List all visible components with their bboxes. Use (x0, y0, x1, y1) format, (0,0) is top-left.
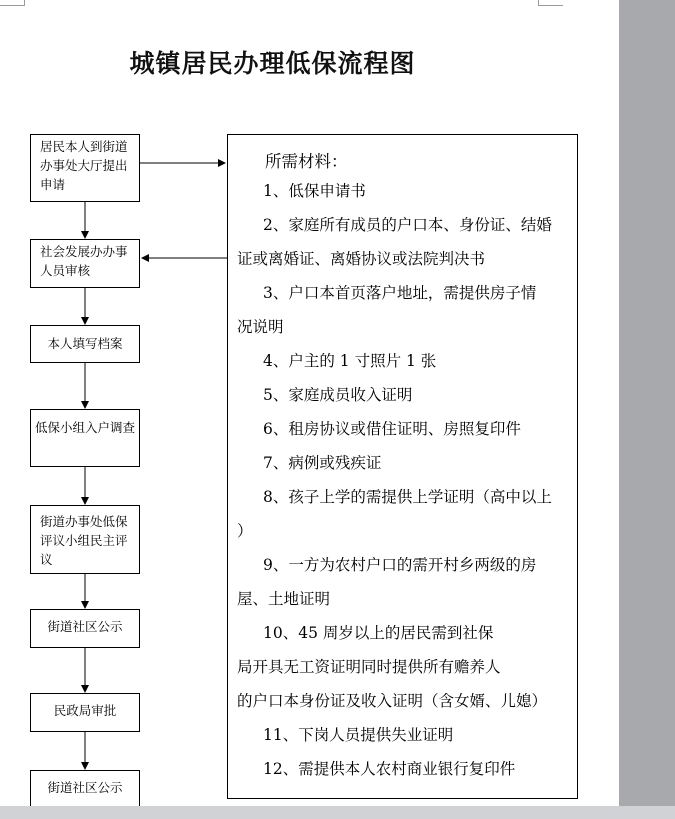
flow-step-text: 社会发展办办事人员审核 (40, 244, 128, 278)
materials-box (227, 134, 578, 799)
material-item: 1、低保申请书 (263, 182, 366, 200)
material-item-continuation: ） (237, 522, 253, 540)
flow-step-text: 民政局审批 (53, 703, 117, 718)
flow-step-text: 居民本人到街道办事处大厅提出申请 (40, 139, 128, 192)
page-title: 城镇居民办理低保流程图 (129, 49, 416, 78)
material-item-continuation: 的户口本身份证及收入证明（含女婿、儿媳） (237, 692, 548, 710)
flow-step-publicize-final (30, 770, 140, 810)
flow-step-text: 街道办事处低保评议小组民主评议 (40, 514, 128, 567)
material-item: 11、下岗人员提供失业证明 (263, 726, 454, 744)
window-side-background (619, 0, 675, 819)
material-item: 10、45 周岁以上的居民需到社保 (263, 624, 494, 642)
material-item: 2、家庭所有成员的户口本、身份证、结婚 (263, 216, 552, 234)
flow-step-apply (30, 134, 140, 202)
flow-step-text: 本人填写档案 (47, 336, 123, 351)
material-item: 12、需提供本人农村商业银行复印件 (263, 760, 516, 778)
flow-step-fill (30, 325, 140, 363)
materials-heading: 所需材料： (265, 152, 348, 171)
material-item: 6、租房协议或借住证明、房照复印件 (263, 420, 521, 438)
flow-step-text: 低保小组入户调查 (35, 420, 136, 435)
flow-step-publicize (30, 609, 140, 648)
material-item-continuation: 况说明 (237, 318, 284, 336)
flow-step-approve (30, 693, 140, 732)
material-item-continuation: 证或离婚证、离婚协议或法院判决书 (237, 250, 486, 268)
material-item-continuation: 屋、土地证明 (237, 590, 331, 608)
material-item: 7、病例或残疾证 (263, 454, 382, 472)
flow-step-text: 街道社区公示 (47, 619, 123, 634)
material-item-continuation: 局开具无工资证明同时提供所有赡养人 (237, 658, 501, 676)
flow-step-text: 街道社区公示 (47, 780, 123, 795)
window-bottom-bar (0, 806, 675, 819)
flow-step-evaluate (30, 505, 140, 574)
material-item: 9、一方为农村户口的需开村乡两级的房 (263, 556, 537, 574)
flow-step-survey (30, 409, 140, 467)
flow-step-review (30, 239, 140, 288)
material-item: 5、家庭成员收入证明 (263, 386, 413, 404)
material-item: 4、户主的 1 寸照片 1 张 (263, 352, 437, 370)
material-item: 8、孩子上学的需提供上学证明（高中以上 (263, 488, 552, 506)
material-item: 3、户口本首页落户地址，需提供房子情 (263, 284, 537, 302)
